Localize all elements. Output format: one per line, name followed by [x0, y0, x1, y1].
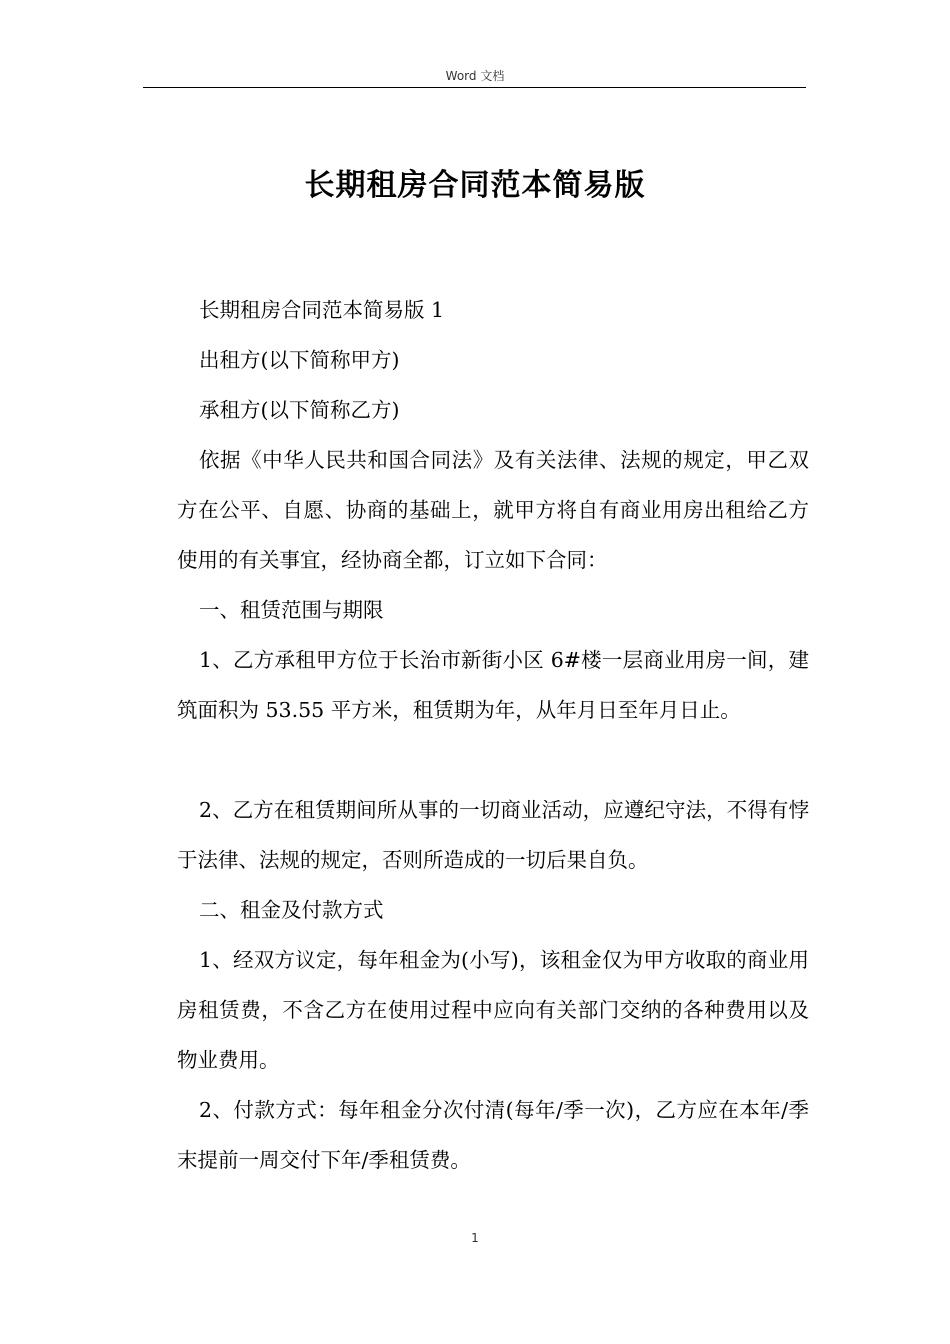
clause-1-2: 2、乙方在租赁期间所从事的一切商业活动，应遵纪守法，不得有悖于法律、法规的规定，否则所造成的一切后果自负。	[177, 798, 809, 872]
blank-line	[177, 735, 809, 785]
header-divider	[143, 87, 806, 88]
clause-2-1: 1、经双方议定，每年租金为(小写)，该租金仅为甲方收取的商业用房租赁费，不含乙方在使用过程中应向有关部门交纳的各种费用以及物业费用。	[177, 948, 809, 1072]
paragraph-lessor: 出租方(以下简称甲方)	[199, 348, 400, 372]
clause-1-1: 1、乙方承租甲方位于长治市新街小区 6#楼一层商业用房一间，建筑面积为 53.55 平方米，租赁期为年，从年月日至年月日止。	[177, 648, 809, 722]
document-body	[177, 285, 809, 1185]
document-title: 长期租房合同范本简易版	[304, 168, 646, 203]
paragraph-contract-heading: 长期租房合同范本简易版 1	[199, 298, 445, 322]
section-heading-rent-payment: 二、租金及付款方式	[199, 898, 384, 922]
paragraph-preamble: 依据《中华人民共和国合同法》及有关法律、法规的规定，甲乙双方在公平、自愿、协商的基础上，就甲方将自有商业用房出租给乙方使用的有关事宜，经协商全都，订立如下合同：	[177, 448, 809, 572]
section-heading-lease-scope: 一、租赁范围与期限	[199, 598, 384, 622]
clause-2-2: 2、付款方式：每年租金分次付清(每年/季一次)，乙方应在本年/季末提前一周交付下年/季租赁费。	[177, 1098, 809, 1172]
page-header: Word 文档	[445, 69, 505, 83]
page-number: 1	[471, 1231, 479, 1245]
paragraph-lessee: 承租方(以下简称乙方)	[199, 398, 400, 422]
